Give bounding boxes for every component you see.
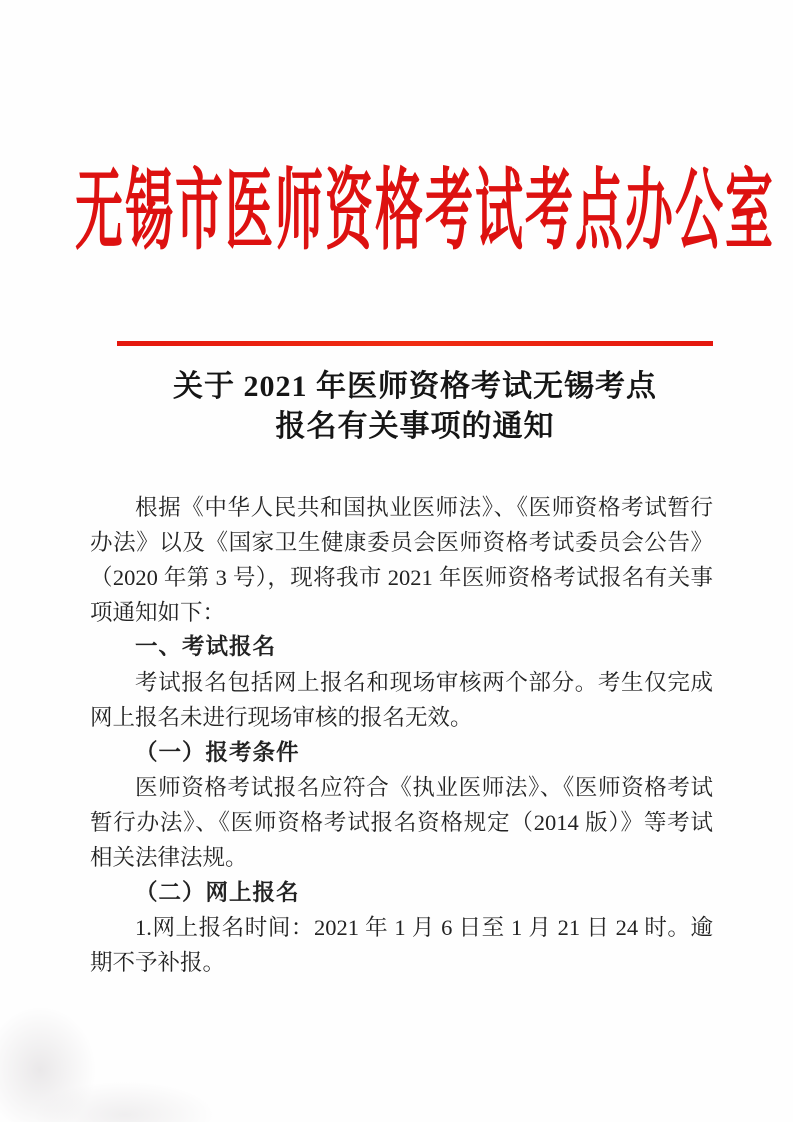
paragraph-eligibility-requirements: 医师资格考试报名应符合《执业医师法》、《医师资格考试暂行办法》、《医师资格考试报名资格规定（2014 版）》等考试相关法律法规。 [90, 775, 713, 870]
scan-smudge [5, 1070, 245, 1122]
letterhead-title: 无锡市医师资格考试考点办公室 [75, 163, 776, 262]
subsection-heading-online-registration: （二）网上报名 [135, 880, 300, 905]
letterhead-separator-rule [117, 341, 713, 346]
scan-smudge [0, 985, 115, 1122]
paragraph-legal-basis: 根据《中华人民共和国执业医师法》、《医师资格考试暂行办法》以及《国家卫生健康委员会医师资格考试委员会公告》（2020 年第 3 号），现将我市 2021 年医师资格考试报名有关事项通知如下： [90, 495, 713, 625]
paragraph-registration-overview: 考试报名包括网上报名和现场审核两个部分。考生仅完成网上报名未进行现场审核的报名无效。 [90, 670, 713, 730]
notice-title-line-2: 报名有关事项的通知 [275, 410, 555, 443]
notice-body [90, 490, 713, 980]
paragraph-online-registration-time: 1.网上报名时间：2021 年 1 月 6 日至 1 月 21 日 24 时。逾期不予补报。 [90, 915, 713, 975]
notice-title-line-1: 关于 2021 年医师资格考试无锡考点 [173, 370, 657, 403]
subsection-heading-eligibility: （一）报考条件 [135, 740, 300, 765]
notice-title [105, 367, 725, 447]
section-heading-exam-registration: 一、考试报名 [135, 634, 277, 660]
